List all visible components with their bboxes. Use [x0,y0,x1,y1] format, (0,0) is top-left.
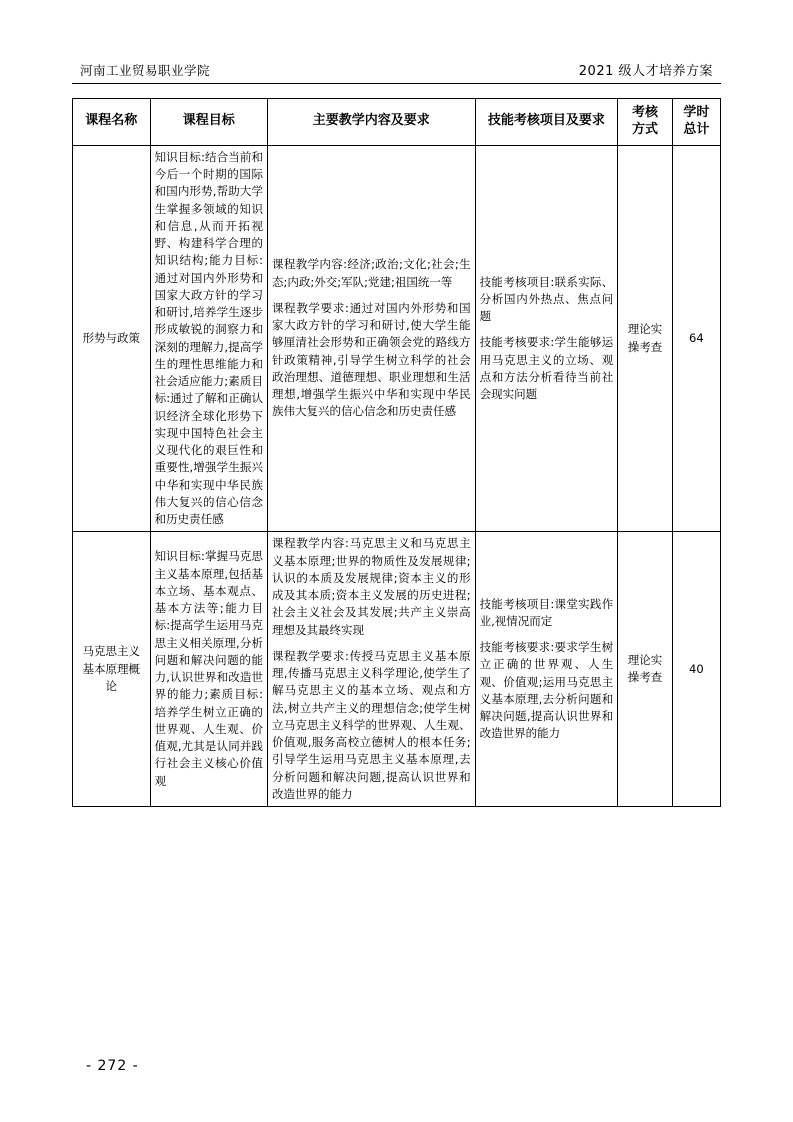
table-header-row [73,99,721,146]
column-header-teaching-content: 主要教学内容及要求 [268,99,476,146]
column-header-skill-assessment: 技能考核项目及要求 [475,99,618,146]
teaching-content-paragraph: 课程教学内容:经济;政治;文化;社会;生态;内政;外交;军队;党建;祖国统一等 [272,257,471,289]
column-header-total-hours [672,99,720,146]
total-hours-line2: 总计 [683,121,710,137]
cell-skill-assessment [475,145,618,532]
teaching-content-paragraph: 课程教学内容:马克思主义和马克思主义基本原理;世界的物质性及发展规律;认识的本质及发展规律;资本主义的形成及其本质;资本主义发展的历史进程;社会主义社会及其发展;共产主义崇高理想及其最终实现 [272,536,471,637]
column-header-course-goal: 课程目标 [150,99,267,146]
column-header-assessment-method [618,99,673,146]
skill-requirement-paragraph: 技能考核要求:要求学生树立正确的世界观、人生观、价值观;运用马克思主义基本原理,去分析问题和解决问题,提高认识世界和改造世界的能力 [479,640,614,741]
cell-assessment-method: 理论实操考查 [618,532,673,807]
assessment-method-line1: 考核 [631,105,658,120]
cell-total-hours: 64 [672,145,720,532]
cell-teaching-content [268,145,476,532]
page-footer [0,1058,793,1074]
column-header-course-name: 课程名称 [73,99,151,146]
teaching-requirement-paragraph: 课程教学要求:传授马克思主义基本原理,传播马克思主义科学理论,使学生了解马克思主义的基本立场、观点和方法,树立共产主义的理想信念;使学生树立马克思主义科学的世界观、人生观、价值观,服务高校立德树人的根本任务;引导学生运用马克思主义基本原理,去分析问题和解决问题,提高认识世界和改造世界的能力 [272,648,471,801]
skill-requirement-paragraph: 技能考核要求:学生能够运用马克思主义的立场、观点和方法分析看待当前社会现实问题 [479,335,614,402]
assessment-method-line2: 方式 [631,121,658,137]
cell-total-hours: 40 [672,532,720,807]
page-number: - 272 - [86,1058,139,1074]
cell-skill-assessment [475,532,618,807]
table-row [73,145,721,532]
table-row [73,532,721,807]
cell-assessment-method: 理论实操考查 [618,145,673,532]
course-plan-table [72,98,721,807]
teaching-requirement-paragraph: 课程教学要求:通过对国内外形势和国家大政方针的学习和研讨,使大学生能够厘清社会形势和正确领会党的路线方针政策精神,引导学生树立科学的社会政治理想、道德理想、职业理想和生活理想,增强学生振兴中华和实现中华民族伟大复兴的信心信念和历史责任感 [272,300,471,419]
cell-teaching-content [268,532,476,807]
cell-course-goal: 知识目标:结合当前和今后一个时期的国际和国内形势,帮助大学生掌握多领域的知识和信息,从而开拓视野、构建科学合理的知识结构;能力目标:通过对国内外形势和国家大政方针的学习和研讨,培养学生逐步形成敏锐的洞察力和深刻的理解力,提高学生的理性思维能力和社会适应能力;素质目标:通过了解和正确认识经济全球化形势下实现中国特色社会主义现代化的艰巨性和重要性,增强学生振兴中华和实现中华民族伟大复兴的信心信念和历史责任感 [150,145,267,532]
cell-course-name: 马克思主义基本原理概论 [73,532,151,807]
skill-item-paragraph: 技能考核项目:联系实际、分析国内外热点、焦点问题 [479,274,614,324]
cell-course-goal: 知识目标:掌握马克思主义基本原理,包括基本立场、基本观点、基本方法等;能力目标:提高学生运用马克思主义相关原理,分析问题和解决问题的能力,认识世界和改造世界的能力;素质目标:培养学生树立正确的世界观、人生观、价值观,尤其是认同并践行社会主义核心价值观 [150,532,267,807]
total-hours-line1: 学时 [683,105,710,120]
cell-course-name: 形势与政策 [73,145,151,532]
header-institution: 河南工业贸易职业学院 [80,63,211,78]
running-head [72,60,721,84]
header-document-title: 2021 级人才培养方案 [578,64,713,79]
skill-item-paragraph: 技能考核项目:课堂实践作业,视情况而定 [479,596,614,628]
